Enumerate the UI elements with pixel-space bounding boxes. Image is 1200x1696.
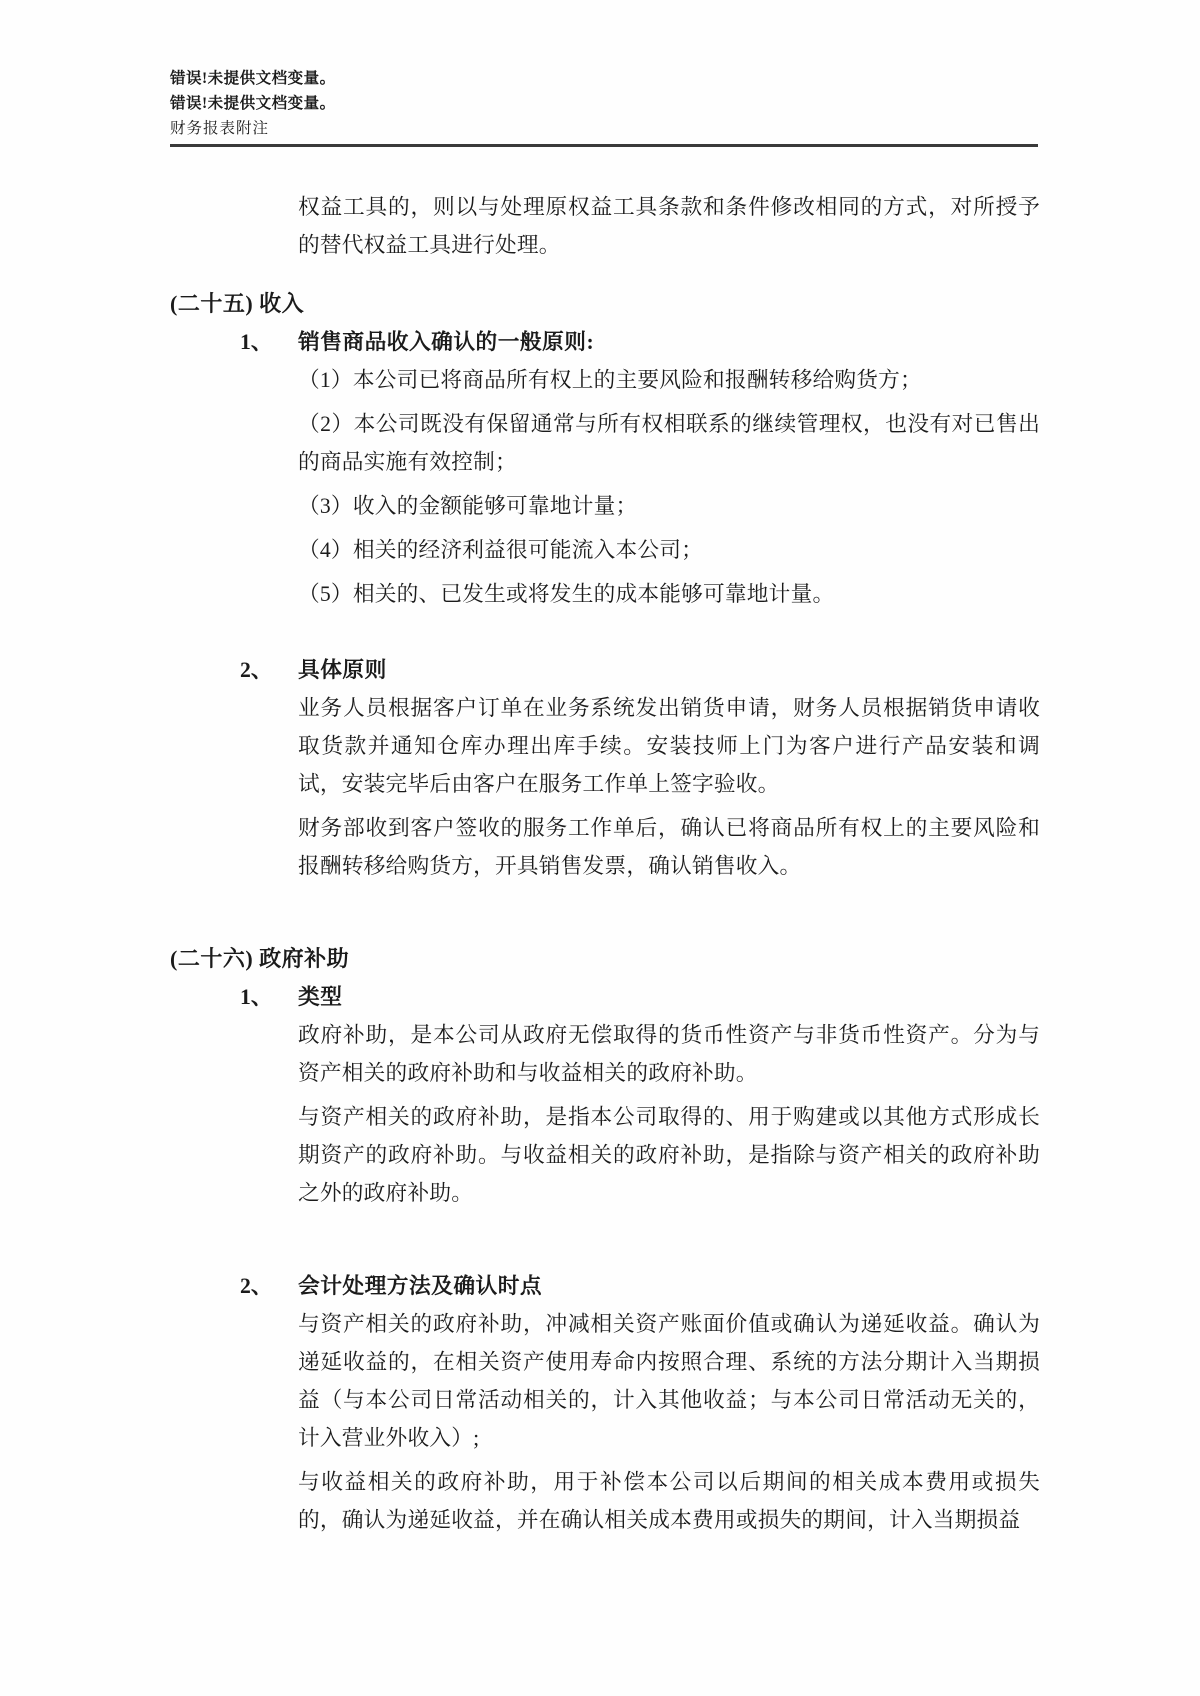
section-heading: (二十六) 政府补助 [170, 946, 350, 971]
item-paragraph: 政府补助，是本公司从政府无偿取得的货币性资产与非货币性资产。分为与资产相关的政府补助和与收益相关的政府补助。 [298, 1023, 1040, 1085]
item-paragraph: 与资产相关的政府补助，冲减相关资产账面价值或确认为递延收益。确认为递延收益的，在相关资产使用寿命内按照合理、系统的方法分期计入当期损益（与本公司日常活动相关的，计入其他收益；与本公司日常活动无关的，计入营业外收入）; [298, 1312, 1040, 1450]
item-number: 2、 [240, 658, 273, 682]
header-rule [170, 144, 1038, 147]
page-header [170, 66, 1038, 147]
item-content [298, 323, 1040, 613]
item-title: 类型 [298, 985, 343, 1009]
item-title: 具体原则 [298, 658, 387, 682]
item-paragraph: （5）相关的、已发生或将发生的成本能够可靠地计量。 [298, 582, 835, 606]
header-error-line-1: 错误!未提供文档变量。 [170, 70, 336, 87]
item-number: 2、 [240, 1274, 273, 1298]
item-content [298, 978, 1040, 1212]
numbered-item [240, 1267, 1042, 1539]
item-number: 1、 [240, 985, 273, 1009]
item-paragraph: （3）收入的金额能够可靠地计量； [298, 494, 638, 518]
numbered-item [240, 323, 1042, 613]
item-paragraph: 财务部收到客户签收的服务工作单后，确认已将商品所有权上的主要风险和报酬转移给购货方，开具销售发票，确认销售收入。 [298, 816, 1040, 878]
header-error-line-2: 错误!未提供文档变量。 [170, 95, 336, 112]
item-paragraph: 与资产相关的政府补助，是指本公司取得的、用于购建或以其他方式形成长期资产的政府补助。与收益相关的政府补助，是指除与资产相关的政府补助之外的政府补助。 [298, 1105, 1040, 1205]
item-paragraph: （4）相关的经济利益很可能流入本公司； [298, 538, 704, 562]
section-heading: (二十五) 收入 [170, 291, 305, 316]
intro-paragraph: 权益工具的，则以与处理原权益工具条款和条件修改相同的方式，对所授予的替代权益工具进行处理。 [298, 194, 1040, 257]
item-paragraph: （2）本公司既没有保留通常与所有权相联系的继续管理权，也没有对已售出的商品实施有效控制； [298, 412, 1040, 474]
item-number: 1、 [240, 330, 273, 354]
item-content [298, 1267, 1040, 1539]
document-section [170, 285, 1042, 885]
document-section [170, 940, 1042, 1539]
numbered-item [240, 978, 1042, 1212]
item-paragraph: （1）本公司已将商品所有权上的主要风险和报酬转移给购货方； [298, 368, 922, 392]
numbered-item [240, 651, 1042, 885]
header-doc-title: 财务报表附注 [170, 120, 270, 137]
item-title: 销售商品收入确认的一般原则: [298, 330, 595, 354]
item-paragraph: 与收益相关的政府补助，用于补偿本公司以后期间的相关成本费用或损失的，确认为递延收益，并在确认相关成本费用或损失的期间，计入当期损益 [298, 1470, 1040, 1532]
item-paragraph: 业务人员根据客户订单在业务系统发出销货申请，财务人员根据销货申请收取货款并通知仓库办理出库手续。安装技师上门为客户进行产品安装和调试，安装完毕后由客户在服务工作单上签字验收。 [298, 696, 1040, 796]
item-title: 会计处理方法及确认时点 [298, 1274, 543, 1298]
item-content [298, 651, 1040, 885]
